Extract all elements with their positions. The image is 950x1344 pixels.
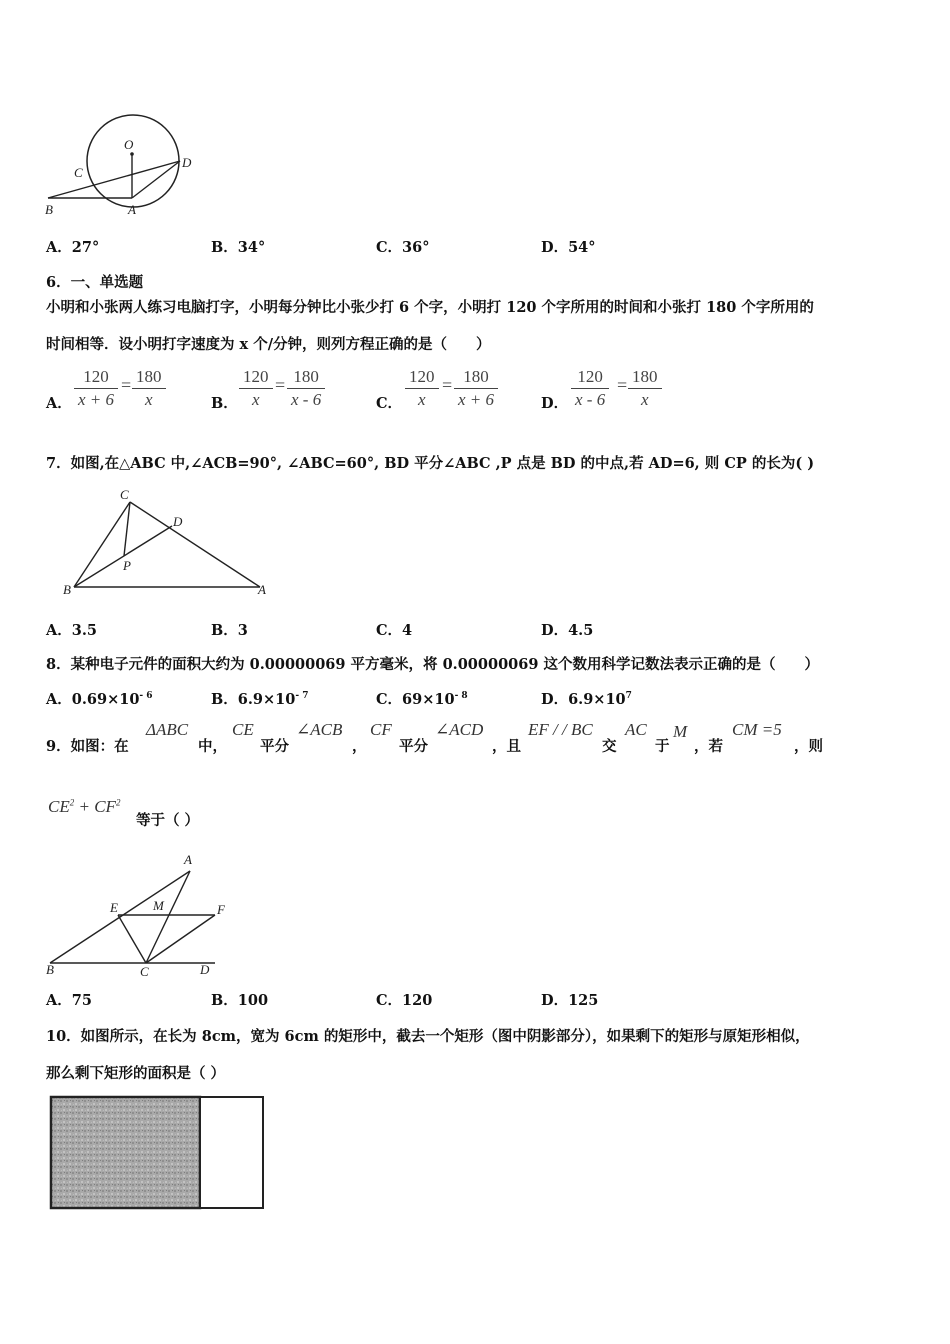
q9-text-8: 于: [655, 738, 670, 755]
q9-text-6: ，且: [492, 738, 521, 755]
q9-option-b: B．100: [211, 992, 269, 1009]
q6-d-right-fraction: $\frac{180}{x}$: [628, 366, 662, 411]
q7-option-c: C．4: [376, 622, 413, 639]
q9-math-7: AC: [625, 720, 647, 739]
q7-option-a: A．3.5: [46, 622, 97, 639]
q9-option-c: C．120: [376, 992, 433, 1009]
q6-stem-line2: 时间相等．设小明打字速度为 x 个/分钟，则列方程正确的是（ ）: [46, 336, 491, 353]
q9-math-4: CF: [370, 720, 392, 739]
q6-d-left-fraction: $\frac{120}{x - 6}$: [571, 366, 609, 411]
q10-rectangle-figure: [48, 1094, 272, 1212]
q9-figure: [40, 850, 240, 980]
q9-math-10: $CE^2 + CF^2$: [48, 797, 121, 816]
shaded-rectangle: [51, 1097, 200, 1208]
q7-stem: 7．如图,在△ABC 中,∠ACB=90°, ∠ABC=60°, BD 平分∠ABC ,P 点是 BD 的中点,若 AD=6, 则 CP 的长为( ): [46, 455, 815, 472]
q9-text-5: 平分: [399, 738, 428, 755]
q6-b-left-fraction: $\frac{120}{x}$: [239, 366, 273, 411]
label-b: B: [46, 962, 54, 977]
q6-b-right-fraction: $\frac{180}{x - 6}$: [287, 366, 325, 411]
q6-stem-line1: 小明和小张两人练习电脑打字，小明每分钟比小张少打 6 个字，小明打 120 个字所用的时间和小张打 180 个字所用的: [46, 299, 814, 316]
q9-option-a: A．75: [46, 992, 92, 1009]
q6-option-a-letter: A．: [46, 395, 72, 412]
label-d: D: [173, 514, 183, 529]
q5-option-a: A．27°: [46, 239, 100, 256]
label-d: D: [200, 962, 210, 977]
q7-option-b: B．3: [211, 622, 248, 639]
label-c: C: [74, 165, 83, 180]
q9-math-1: ΔABC: [146, 720, 189, 739]
q8-option-d: D．$6.9\times 10^7$: [541, 691, 632, 708]
q6-c-right-fraction: $\frac{180}{x + 6}$: [454, 366, 498, 411]
q7-triangle-figure: [60, 484, 275, 599]
label-a: A: [258, 582, 266, 597]
circle-o: [87, 115, 179, 207]
q9-text-7: 交: [602, 738, 617, 755]
q9-text-3: 平分: [260, 738, 289, 755]
label-e: E: [110, 900, 118, 915]
q6-a-right-fraction: $\frac{180}{x}$: [132, 366, 166, 411]
q9-math-8: M: [673, 722, 688, 741]
q6-c-left-fraction: $\frac{120}{x}$: [405, 366, 439, 411]
q6-b-equals: =: [275, 375, 286, 395]
q10-stem-line1: 10．如图所示，在长为 8cm，宽为 6cm 的矩形中，截去一个矩形（图中阴影部分），如果剩下的矩形与原矩形相似，: [46, 1028, 810, 1045]
q6-option-d-letter: D．: [541, 395, 569, 412]
q9-math-2: CE: [232, 720, 254, 739]
label-m: M: [153, 898, 164, 913]
q9-text-2: 中，: [198, 738, 227, 755]
label-p: P: [123, 558, 131, 573]
q8-option-a: A．$0.69\times 10^{- 6}$: [46, 691, 153, 708]
q8-option-c: C．$69\times 10^{- 8}$: [376, 691, 468, 708]
q5-option-d: D．54°: [541, 239, 596, 256]
q6-c-equals: =: [442, 375, 453, 395]
q8-option-b: B．$6.9\times 10^{- 7}$: [211, 691, 309, 708]
label-a: A: [184, 852, 192, 867]
q6-d-equals: =: [617, 375, 628, 395]
label-b: B: [45, 202, 53, 217]
remaining-rectangle: [200, 1097, 263, 1208]
q6-header: 6．一、单选题: [46, 274, 144, 291]
q9-math-5: ∠ACD: [435, 720, 484, 739]
q9-text-4: ，: [352, 738, 367, 755]
q8-stem: 8．某种电子元件的面积大约为 0.00000069 平方毫米，将 0.00000069 这个数用科学记数法表示正确的是（ ）: [46, 656, 819, 673]
q9-math-3: ∠ACB: [296, 720, 343, 739]
q6-a-equals: =: [121, 375, 132, 395]
q5-option-b: B．34°: [211, 239, 266, 256]
q9-option-d: D．125: [541, 992, 599, 1009]
label-f: F: [217, 902, 225, 917]
q9-text-10: ，则: [794, 738, 823, 755]
q9-text-11: 等于（ ）: [136, 812, 200, 829]
label-a: A: [128, 202, 136, 217]
label-d: D: [182, 155, 192, 170]
q10-stem-line2: 那么剩下矩形的面积是（ ）: [46, 1065, 226, 1082]
q7-option-d: D．4.5: [541, 622, 594, 639]
q5-circle-figure: [40, 105, 200, 223]
q6-a-left-fraction: $\frac{120}{x + 6}$: [74, 366, 118, 411]
label-o: O: [124, 137, 134, 152]
label-c: C: [120, 487, 129, 502]
q9-text-1: 9．如图：在: [46, 738, 129, 755]
q6-option-b-letter: B．: [211, 395, 238, 412]
label-c: C: [140, 964, 149, 979]
q5-option-c: C．36°: [376, 239, 430, 256]
q9-text-9: ，若: [694, 738, 723, 755]
q9-math-9: CM =5: [732, 720, 782, 739]
q6-option-c-letter: C．: [376, 395, 403, 412]
q9-math-6: EF / / BC: [528, 720, 593, 739]
label-b: B: [63, 582, 71, 597]
